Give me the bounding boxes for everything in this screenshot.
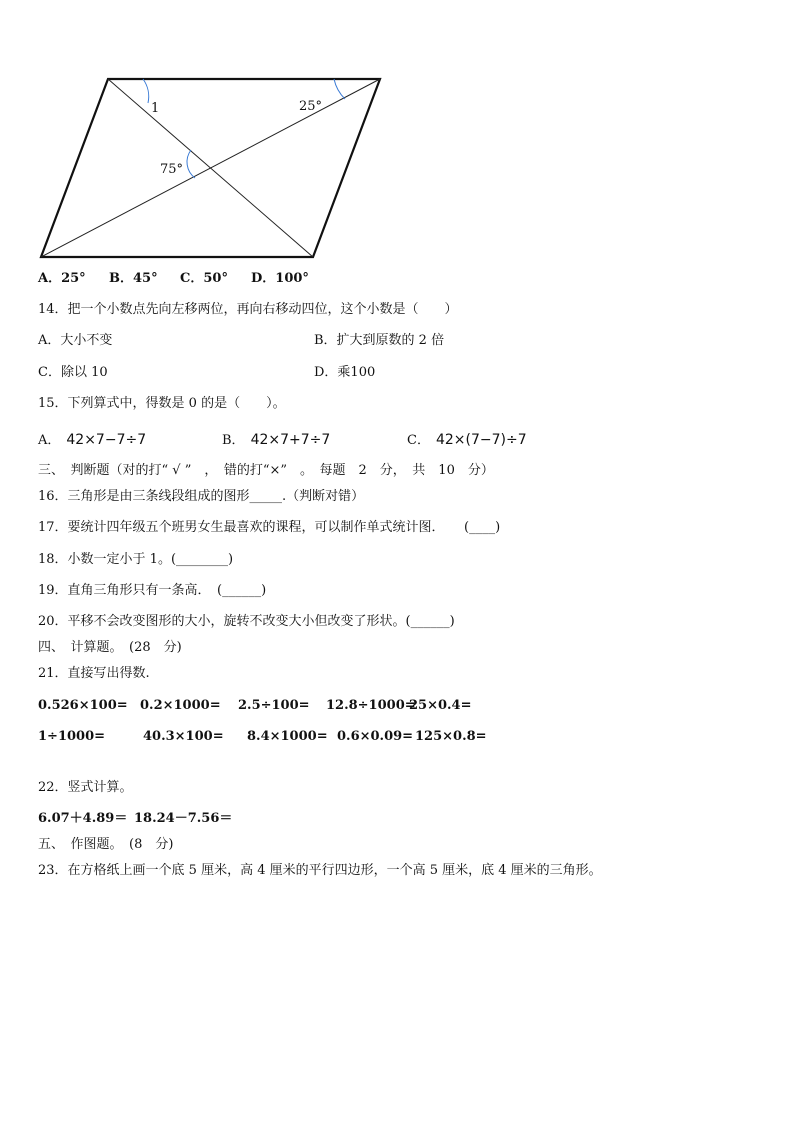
q15-option-b-label: B． [222, 433, 245, 448]
q14-option-d: D．乘100 [314, 365, 376, 380]
q15-option-c [407, 432, 527, 449]
q13-option-b: B．45° [109, 271, 158, 286]
q18: 18．小数一定小于 1。(________) [38, 552, 234, 567]
section-3-heading: 三、 判断题（对的打“ √ ” ， 错的打“×” 。 每题 2 分， 共 10 分） [38, 463, 494, 478]
angle-arc-25 [334, 79, 345, 99]
q21-r1-item1: 0.526×100= [38, 698, 128, 713]
parallelogram-figure [0, 0, 794, 300]
q20: 20．平移不会改变图形的大小，旋转不改变大小但改变了形状。(______) [38, 614, 455, 629]
q17: 17．要统计四年级五个班男女生最喜欢的课程，可以制作单式统计图． (____) [38, 520, 501, 535]
q22-stem: 22．竖式计算。 [38, 780, 133, 795]
diagonal-bd [41, 79, 380, 257]
q15-stem: 15．下列算式中，得数是 0 的是（ ）。 [38, 396, 286, 411]
q21-r1-item4: 12.8÷1000= [326, 698, 416, 713]
q21-r2-item1: 1÷1000= [38, 729, 106, 744]
section-4-heading: 四、 计算题。 (28 分) [38, 640, 182, 655]
angle-label-1: 1 [151, 101, 160, 116]
q21-r1-item5: 25×0.4= [409, 698, 472, 713]
q14-option-c: C．除以 10 [38, 365, 108, 380]
q15-option-c-expr: 42×(7−7)÷7 [435, 432, 527, 448]
q22-item2: 18.24－7.56＝ [134, 811, 233, 826]
angle-label-25: 25° [299, 99, 323, 114]
q14-option-b: B．扩大到原数的 2 倍 [314, 333, 445, 348]
q23: 23．在方格纸上画一个底 5 厘米，高 4 厘米的平行四边形，一个高 5 厘米，底 4 厘米的三角形。 [38, 863, 602, 878]
q21-r2-item3: 8.4×1000= [247, 729, 328, 744]
q21-stem: 21．直接写出得数. [38, 666, 150, 681]
q14-option-a: A．大小不变 [38, 333, 113, 348]
q15-option-b [222, 432, 330, 449]
q19: 19．直角三角形只有一条高． (______) [38, 583, 267, 598]
q21-r1-item2: 0.2×1000= [140, 698, 221, 713]
q21-r2-item4: 0.6×0.09= [337, 729, 414, 744]
q13-option-c: C．50° [180, 271, 228, 286]
q15-option-a [38, 432, 146, 449]
q15-option-a-expr: 42×7−7÷7 [66, 432, 147, 448]
q16: 16．三角形是由三条线段组成的图形_____.（判断对错） [38, 489, 365, 504]
angle-arc-1 [143, 79, 149, 103]
q15-option-b-expr: 42×7+7÷7 [250, 432, 331, 448]
angle-arc-75 [187, 150, 195, 178]
q22-item1: 6.07＋4.89＝ [38, 811, 128, 826]
q21-r1-item3: 2.5÷100= [238, 698, 310, 713]
q13-option-a: A．25° [38, 271, 86, 286]
q21-r2-item5: 125×0.8= [415, 729, 487, 744]
angle-label-75: 75° [160, 162, 184, 177]
q15-option-c-label: C． [407, 433, 430, 448]
section-5-heading: 五、 作图题。 (8 分) [38, 837, 174, 852]
q13-option-d: D．100° [251, 271, 309, 286]
q15-option-a-label: A． [38, 433, 61, 448]
q14-stem: 14．把一个小数点先向左移两位，再向右移动四位，这个小数是（ ） [38, 302, 458, 317]
q21-r2-item2: 40.3×100= [143, 729, 224, 744]
